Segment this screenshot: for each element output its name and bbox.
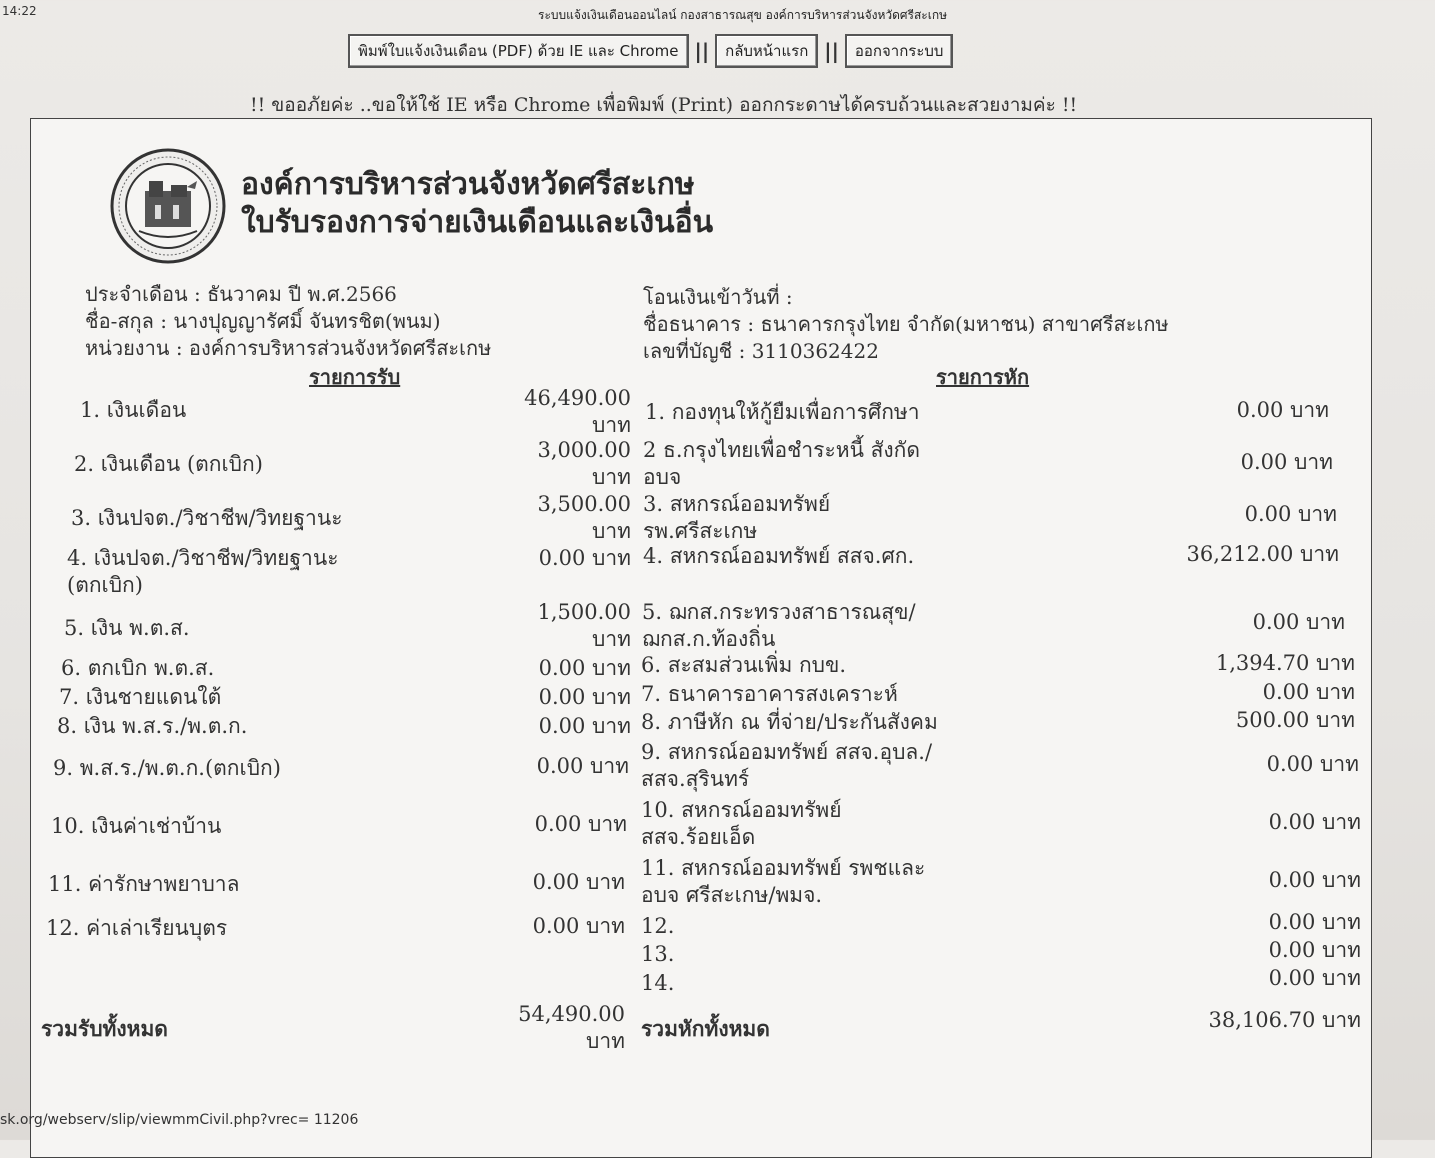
toolbar <box>348 36 953 66</box>
home-button[interactable]: กลับหน้าแรก <box>715 34 818 68</box>
transfer-date: โอนเงินเข้าวันที่ : <box>643 285 793 309</box>
deduction-amount-14: 0.00 บาท <box>1268 966 1361 990</box>
deduction-amount-5: 0.00 บาท <box>1252 610 1345 634</box>
employee-unit: หน่วยงาน : องค์การบริหารส่วนจังหวัดศรีสะเกษ <box>85 336 492 360</box>
org-name: องค์การบริหารส่วนจังหวัดศรีสะเกษ <box>241 167 695 202</box>
income-label-9: 9. พ.ส.ร./พ.ต.ก.(ตกเบิก) <box>53 756 281 780</box>
income-label-3: 3. เงินปจต./วิชาชีพ/วิทยฐานะ <box>71 506 343 530</box>
toolbar-separator: || <box>694 39 710 63</box>
deduction-label-6: 6. สะสมส่วนเพิ่ม กบข. <box>641 653 847 677</box>
deduction-amount-12: 0.00 บาท <box>1268 910 1361 934</box>
income-amount-2: 3,000.00 บาท <box>537 438 631 489</box>
deduction-amount-1: 0.00 บาท <box>1236 398 1329 422</box>
deduction-label-3: 3. สหกรณ์ออมทรัพย์ รพ.ศรีสะเกษ <box>643 492 831 543</box>
deduction-amount-8: 500.00 บาท <box>1235 708 1355 732</box>
salary-slip <box>30 118 1372 1158</box>
deduction-amount-2: 0.00 บาท <box>1240 450 1333 474</box>
income-amount-4: 0.00 บาท <box>538 546 631 570</box>
page-url: sk.org/webserv/slip/viewmmCivil.php?vrec= 11206 <box>0 1112 359 1128</box>
bank-info <box>643 284 1169 365</box>
account-number: เลขที่บัญชี : 3110362422 <box>643 339 879 363</box>
employee-info <box>85 281 491 362</box>
pay-month: ประจำเดือน : ธันวาคม ปี พ.ศ.2566 <box>85 282 397 306</box>
bank-name: ชื่อธนาคาร : ธนาคารกรุงไทย จำกัด(มหาชน) สาขาศรีสะเกษ <box>643 312 1169 336</box>
print-pdf-button[interactable]: พิมพ์ใบแจ้งเงินเดือน (PDF) ด้วย IE และ Chrome <box>348 34 689 68</box>
deduction-amount-6: 1,394.70 บาท <box>1215 651 1355 675</box>
deduction-label-8: 8. ภาษีหัก ณ ที่จ่าย/ประกันสังคม <box>641 710 938 734</box>
income-label-7: 7. เงินชายแดนใต้ <box>59 685 222 709</box>
deduction-label-4: 4. สหกรณ์ออมทรัพย์ สสจ.ศก. <box>643 544 915 568</box>
income-amount-12: 0.00 บาท <box>532 914 625 938</box>
deduction-amount-7: 0.00 บาท <box>1262 680 1355 704</box>
deduction-label-2: 2 ธ.กรุงไทยเพื่อชำระหนี้ สังกัด อบจ <box>643 438 921 489</box>
deduction-label-13: 13. <box>641 942 675 966</box>
income-label-2: 2. เงินเดือน (ตกเบิก) <box>74 452 263 476</box>
income-label-12: 12. ค่าเล่าเรียนบุตร <box>46 916 228 940</box>
income-amount-7: 0.00 บาท <box>538 685 631 709</box>
logout-button[interactable]: ออกจากระบบ <box>845 34 954 68</box>
deduction-amount-4: 36,212.00 บาท <box>1186 542 1339 566</box>
deduction-label-7: 7. ธนาคารอาคารสงเคราะห์ <box>641 682 898 706</box>
income-label-4: 4. เงินปจต./วิชาชีพ/วิทยฐานะ (ตกเบิก) <box>67 546 339 597</box>
deduction-heading: รายการหัก <box>936 365 1030 389</box>
income-label-5: 5. เงิน พ.ต.ส. <box>64 616 190 640</box>
income-amount-9: 0.00 บาท <box>536 754 629 778</box>
deduction-label-12: 12. <box>641 914 675 938</box>
deduction-label-9: 9. สหกรณ์ออมทรัพย์ สสจ.อุบล./ สสจ.สุรินทร์ <box>641 740 933 791</box>
income-amount-11: 0.00 บาท <box>532 870 625 894</box>
status-time: 14:22 <box>2 4 37 18</box>
deduction-label-14: 14. <box>641 971 675 995</box>
income-amount-8: 0.00 บาท <box>538 714 631 738</box>
income-amount-1: 46,490.00 บาท <box>524 386 631 437</box>
income-total-label: รวมรับทั้งหมด <box>41 1016 168 1041</box>
income-heading: รายการรับ <box>309 365 401 389</box>
income-total-amount: 54,490.00 บาท <box>518 1002 625 1053</box>
browser-notice: !! ขออภัยค่ะ ..ขอให้ใช้ IE หรือ Chrome เพื่อพิมพ์ (Print) ออกกระดาษได้ครบถ้วนและสวยงามค่ะ !! <box>250 94 1078 116</box>
income-amount-5: 1,500.00 บาท <box>537 600 631 651</box>
toolbar-separator: || <box>824 39 839 63</box>
employee-name: ชื่อ-สกุล : นางปุญญารัศมิ์ จันทรชิต(พนม) <box>85 309 441 333</box>
deduction-label-11: 11. สหกรณ์ออมทรัพย์ รพชและ อบจ ศรีสะเกษ/พมจ. <box>641 856 926 907</box>
slip-title: ใบรับรองการจ่ายเงินเดือนและเงินอื่น <box>241 205 714 240</box>
deduction-amount-10: 0.00 บาท <box>1268 810 1361 834</box>
deduction-amount-11: 0.00 บาท <box>1268 868 1361 892</box>
deduction-total-amount: 38,106.70 บาท <box>1208 1008 1361 1032</box>
deduction-amount-9: 0.00 บาท <box>1266 752 1359 776</box>
deduction-amount-13: 0.00 บาท <box>1268 938 1361 962</box>
deduction-label-1: 1. กองทุนให้กู้ยืมเพื่อการศึกษา <box>645 400 920 424</box>
deduction-label-10: 10. สหกรณ์ออมทรัพย์ สสจ.ร้อยเอ็ด <box>641 798 842 849</box>
site-title: ระบบแจ้งเงินเดือนออนไลน์ กองสาธารณสุข องค์การบริหารส่วนจังหวัดศรีสะเกษ <box>538 8 948 22</box>
income-amount-10: 0.00 บาท <box>534 812 627 836</box>
deduction-amount-3: 0.00 บาท <box>1244 502 1337 526</box>
income-amount-3: 3,500.00 บาท <box>537 492 631 543</box>
income-label-6: 6. ตกเบิก พ.ต.ส. <box>61 656 215 680</box>
income-label-10: 10. เงินค่าเช่าบ้าน <box>51 814 222 838</box>
deduction-total-label: รวมหักทั้งหมด <box>641 1016 770 1041</box>
income-label-1: 1. เงินเดือน <box>80 398 187 422</box>
income-amount-6: 0.00 บาท <box>538 656 631 680</box>
income-label-8: 8. เงิน พ.ส.ร./พ.ต.ก. <box>57 714 248 738</box>
org-seal-icon <box>109 147 227 265</box>
deduction-label-5: 5. ฌกส.กระทรวงสาธารณสุข/ ฌกส.ก.ท้องถิ่น <box>642 600 916 651</box>
income-label-11: 11. ค่ารักษาพยาบาล <box>48 872 240 896</box>
